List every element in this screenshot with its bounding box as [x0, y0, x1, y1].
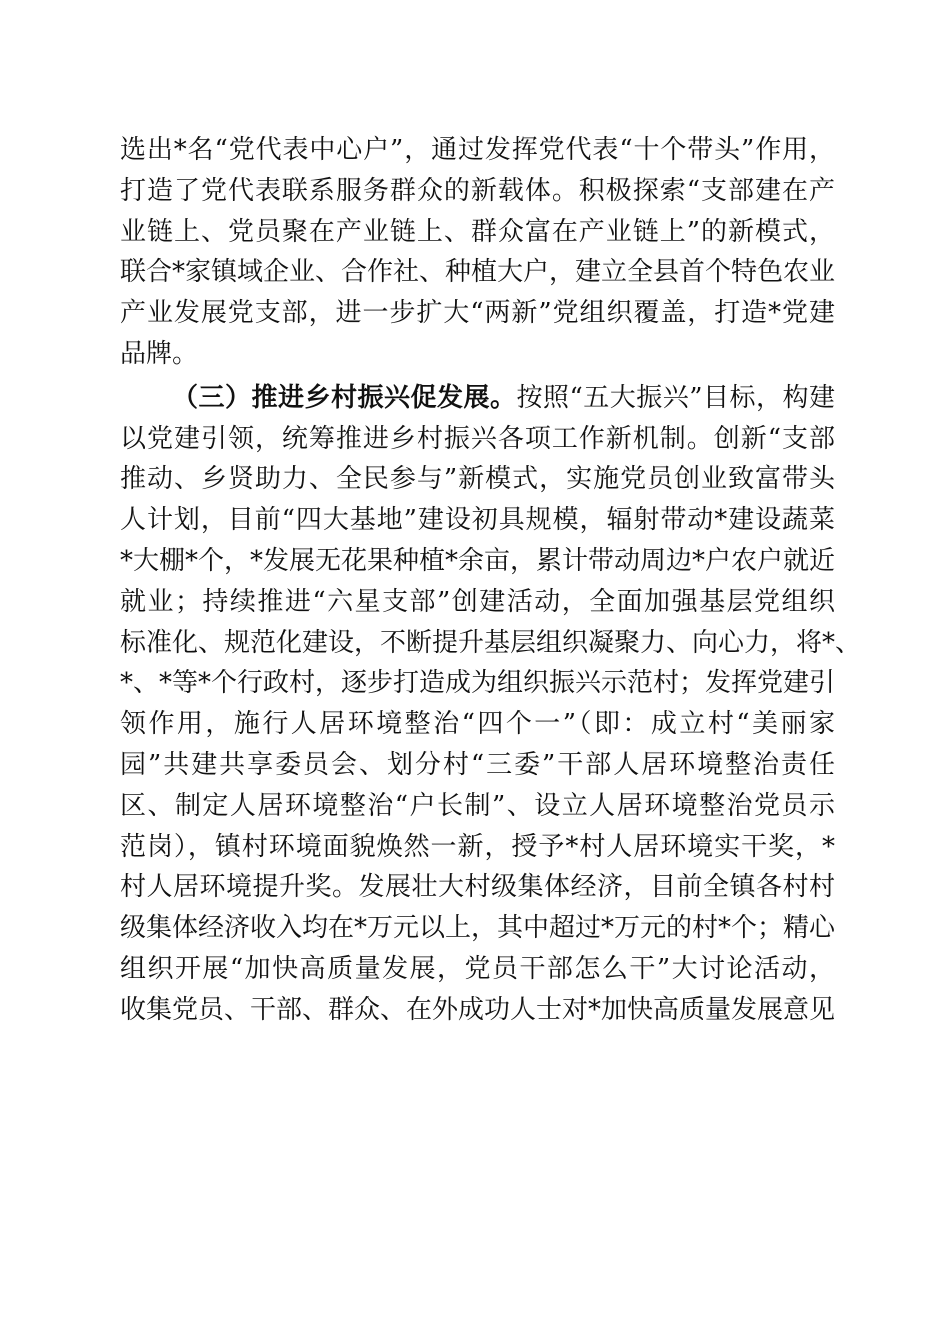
body-text-line: 选出*名“党代表中心户”，通过发挥党代表“十个带头”作用，	[120, 135, 835, 165]
body-text-line: 收集党员、干部、群众、在外成功人士对*加快高质量发展意见	[120, 994, 836, 1025]
section-first-line	[120, 378, 835, 419]
body-text-line: 以党建引领，统筹推进乡村振兴各项工作新机制。创新“支部	[120, 423, 835, 454]
body-text-line: *大棚*个，*发展无花果种植*余亩，累计带动周边*户农户就近	[120, 545, 836, 576]
body-text-line: 品牌。	[120, 338, 199, 369]
body-text-line: 范岗），镇村环境面貌焕然一新，授予*村人居环境实干奖，*	[120, 831, 835, 862]
body-text-line: 推动、乡贤助力、全民参与”新模式，实施党员创业致富带头	[120, 464, 835, 495]
body-text-line: 产业发展党支部，进一步扩大“两新”党组织覆盖，打造*党建	[120, 298, 835, 329]
section-heading: （三）推进乡村振兴促发展。	[172, 382, 517, 413]
body-text-line: 人计划，目前“四大基地”建设初具规模，辐射带动*建设蔬菜	[120, 505, 835, 536]
body-text-line: 标准化、规范化建设，不断提升基层组织凝聚力、向心力，将*、	[120, 627, 862, 658]
body-text-line: 领作用，施行人居环境整治“四个一”（即：成立村“美丽家	[120, 709, 835, 740]
body-text-line: 园”共建共享委员会、划分村“三委”干部人居环境整治责任	[120, 749, 835, 780]
body-text-line: 业链上、党员聚在产业链上、群众富在产业链上”的新模式，	[120, 216, 835, 247]
body-text-line: 组织开展“加快高质量发展，党员干部怎么干”大讨论活动，	[120, 953, 835, 984]
body-text-line: 区、制定人居环境整治“户长制”、设立人居环境整治党员示	[120, 790, 835, 821]
section-first-line-text: 按照“五大振兴”目标，构建	[516, 382, 835, 413]
body-text-line: *、*等*个行政村，逐步打造成为组织振兴示范村；发挥党建引	[120, 668, 836, 699]
body-text-line: 就业；持续推进“六星支部”创建活动，全面加强基层党组织	[120, 586, 835, 617]
body-text-line: 联合*家镇域企业、合作社、种植大户，建立全县首个特色农业	[120, 257, 836, 288]
body-text-line: 打造了党代表联系服务群众的新载体。积极探索“支部建在产	[120, 175, 835, 206]
body-text-line: 村人居环境提升奖。发展壮大村级集体经济，目前全镇各村村	[120, 872, 835, 903]
body-text-line: 级集体经济收入均在*万元以上，其中超过*万元的村*个；精心	[120, 913, 836, 944]
document-body	[120, 130, 862, 1031]
